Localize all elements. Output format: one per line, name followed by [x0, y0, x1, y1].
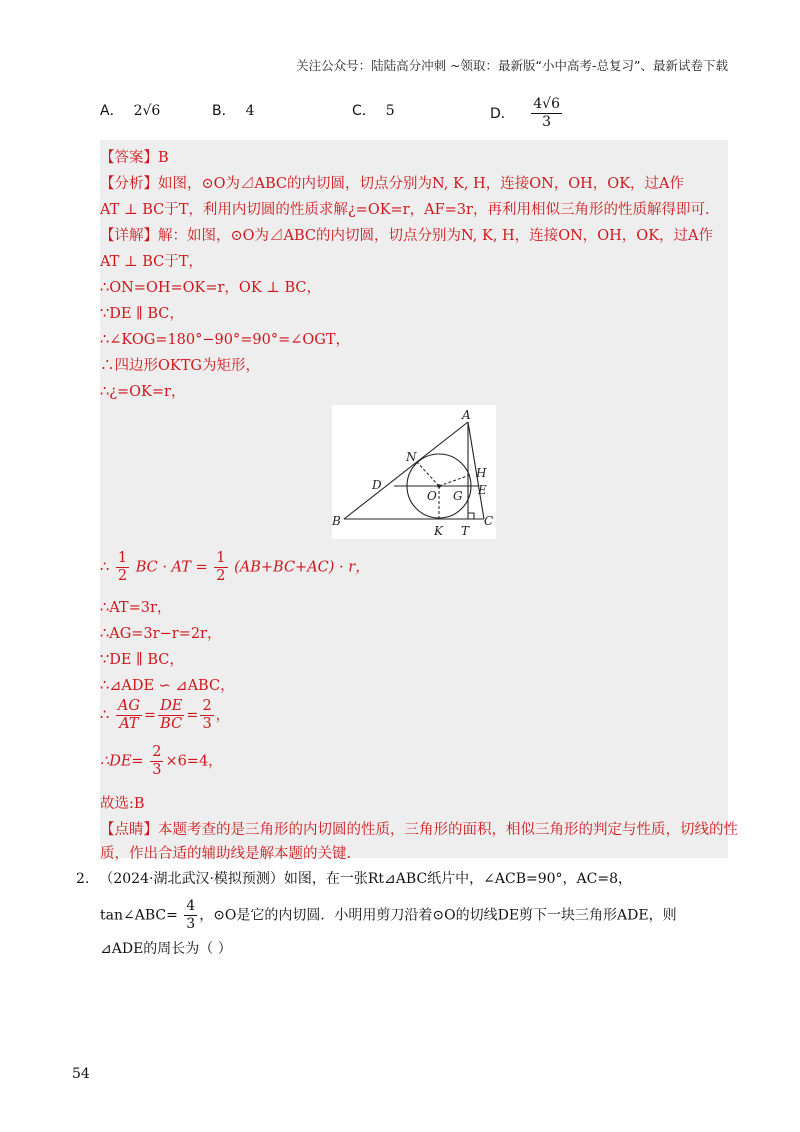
label-c: C [484, 514, 494, 528]
fraction-ag-at: $\frac{AG}{AT}$ [117, 698, 140, 732]
answer-line: 【答案】B [100, 150, 169, 166]
label-h: H [476, 466, 487, 480]
fraction-2-3-b: $\frac{2}{3}$ [152, 744, 162, 778]
question-2-line-2: tan∠ABC= $\frac{4}{3}$ ，⊙O是它的内切圆．小明用剪刀沿着⊙O的切线DE剪下一块三角形ADE，则 [100, 898, 677, 932]
step-2: ∵DE ∥ BC， [100, 306, 184, 322]
label-a: A [462, 408, 471, 422]
option-b: B． 4 [212, 103, 255, 119]
label-t: T [461, 524, 470, 538]
detail-line-2: AT ⊥ BC于T， [100, 254, 203, 270]
question-2-line-3: ⊿ADE的周长为（ ） [100, 941, 232, 957]
half-fraction-1: $\frac{1}{2}$ [117, 550, 128, 584]
solution-panel [100, 140, 738, 862]
fraction-2-3: $\frac{2}{3}$ [202, 698, 212, 732]
step-5: ∴¿=OK=r， [100, 384, 186, 400]
incircle-diagram [332, 405, 496, 539]
detail-line-1: 【详解】解：如图，⊙O为⊿ABC的内切圆，切点分别为N, K, H，连接ON，OH，OK，过A作 [100, 228, 713, 244]
choice-line: 故选:B [100, 796, 145, 812]
center-o-dot [437, 484, 441, 488]
half-fraction-2: $\frac{1}{2}$ [216, 550, 226, 584]
label-g: G [453, 489, 463, 503]
label-d: D [372, 478, 382, 492]
step-11: ∴ $\frac{AG}{AT}$ = $\frac{DE}{BC}$ = $\frac{2}{3}$ ， [100, 698, 231, 732]
option-d-fraction: $\frac{4√6}{3}$ [533, 96, 560, 130]
incircle-figure [332, 405, 496, 539]
fraction-de-bc: $\frac{DE}{BC}$ [160, 698, 183, 732]
label-k: K [434, 524, 443, 538]
step-12: ∴DE= $\frac{2}{3}$ ×6=4， [100, 744, 223, 778]
page-number: 54 [72, 1066, 90, 1082]
right-angle-mark [468, 513, 474, 519]
question-2-line-1: 2. （2024·湖北武汉·模拟预测）如图，在一张Rt⊿ABC纸片中，∠ACB=90°，AC=8， [76, 871, 633, 887]
label-n: N [406, 450, 417, 464]
label-e: E [478, 483, 487, 497]
option-a: A． 2√6 [100, 103, 161, 119]
radius-oh [439, 475, 470, 486]
step-3: ∴∠KOG=180°−90°=90°=∠OGT， [100, 332, 351, 348]
answer-options [100, 96, 720, 140]
step-1: ∴ON=OH=OK=r，OK ⊥ BC， [100, 280, 322, 296]
step-10: ∴⊿ADE ∽ ⊿ABC， [100, 678, 235, 694]
comment-line-1: 【点睛】本题考查的是三角形的内切圆的性质，三角形的面积，相似三角形的判定与性质，切线的性 [100, 822, 738, 838]
radius-on [416, 461, 439, 486]
step-4: ∴四边形OKTG为矩形， [100, 358, 260, 374]
label-o: O [427, 489, 437, 503]
option-d: D． $\frac{4√6}{3}$ [490, 96, 560, 130]
analysis-line-1: 【分析】如图，⊙O为⊿ABC的内切圆，切点分别为N, K, H，连接ON，OH，OK，过A作 [100, 176, 684, 192]
step-9: ∵DE ∥ BC， [100, 652, 184, 668]
comment-line-2: 质，作出合适的辅助线是解本题的关键. [100, 846, 352, 862]
step-8: ∴AG=3r−r=2r， [100, 626, 222, 642]
option-c: C． 5 [352, 103, 395, 119]
side-ab [344, 422, 468, 519]
analysis-line-2: AT ⊥ BC于T，利用内切圆的性质求解¿=OK=r，AF=3r，再利用相似三角形的性质解得即可. [100, 202, 710, 218]
label-b: B [332, 514, 341, 528]
fraction-4-3: $\frac{4}{3}$ [186, 898, 196, 932]
step-7: ∴AT=3r， [100, 600, 172, 616]
step-6: ∴ $\frac{1}{2}$ BC · AT = $\frac{1}{2}$ (AB+BC+AC) · r， [100, 550, 370, 584]
page-header: 关注公众号：陆陆高分冲刺 ~领取：最新版“小中高考-总复习”、最新试卷下载 [296, 58, 728, 73]
